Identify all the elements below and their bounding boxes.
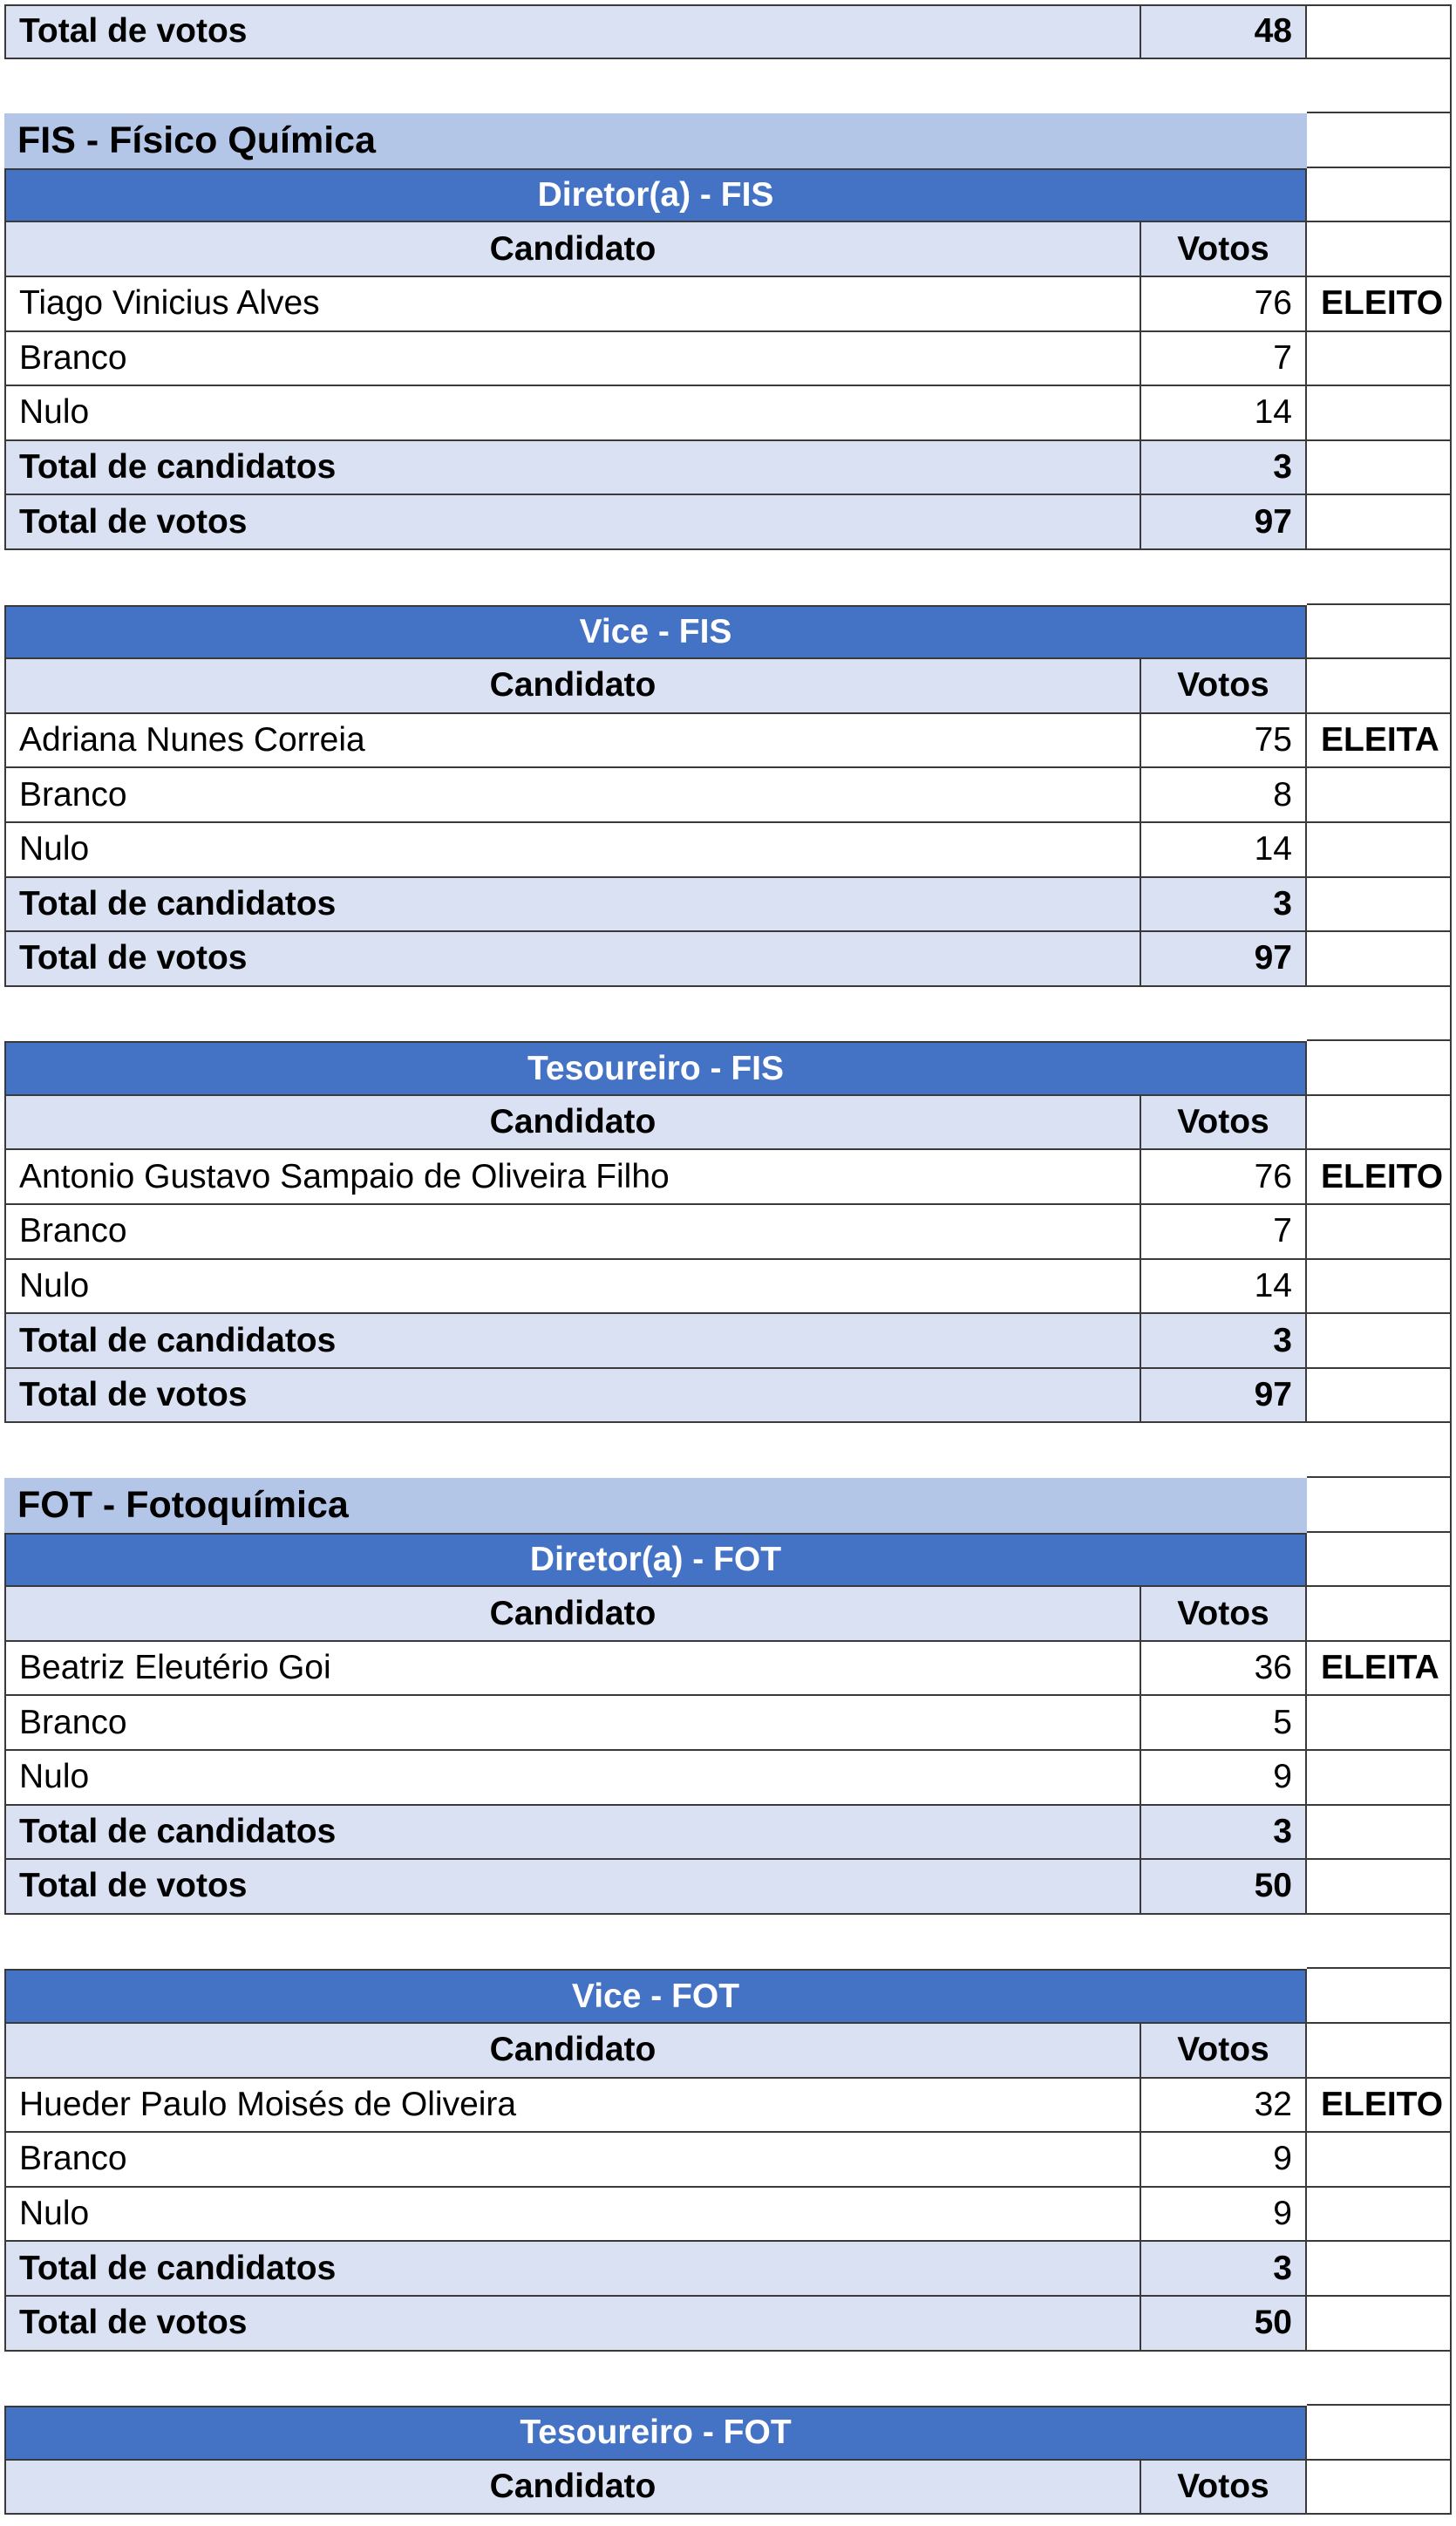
total-votes-row bbox=[4, 2297, 1452, 2352]
total-votes-value: 50 bbox=[1141, 2297, 1307, 2352]
column-header-candidate: Candidato bbox=[4, 1096, 1141, 1151]
result-cell bbox=[1307, 1369, 1452, 1424]
candidate-name: Branco bbox=[4, 2133, 1141, 2188]
result-badge bbox=[1307, 2133, 1452, 2188]
candidate-votes: 8 bbox=[1141, 768, 1307, 823]
candidate-name: Antonio Gustavo Sampaio de Oliveira Filho bbox=[4, 1150, 1141, 1205]
column-header-votes: Votos bbox=[1141, 1587, 1307, 1642]
total-votes-label: Total de votos bbox=[4, 4, 1141, 59]
column-header-candidate: Candidato bbox=[4, 2461, 1141, 2516]
total-candidates-value: 3 bbox=[1141, 441, 1307, 496]
spacer-row bbox=[4, 2352, 1452, 2407]
result-cell bbox=[1307, 878, 1452, 933]
total-votes-label: Total de votos bbox=[4, 1369, 1141, 1424]
column-header-candidate: Candidato bbox=[4, 2024, 1141, 2079]
result-cell bbox=[1307, 1096, 1452, 1151]
result-cell bbox=[1307, 1915, 1452, 1970]
candidate-name: Nulo bbox=[4, 1751, 1141, 1806]
total-votes-label: Total de votos bbox=[4, 495, 1141, 550]
total-candidates-label: Total de candidatos bbox=[4, 1314, 1141, 1369]
table-row bbox=[4, 714, 1452, 769]
total-candidates-row bbox=[4, 2242, 1452, 2297]
result-badge bbox=[1307, 332, 1452, 387]
table-row bbox=[4, 332, 1452, 387]
candidate-name: Branco bbox=[4, 768, 1141, 823]
result-badge bbox=[1307, 386, 1452, 441]
total-candidates-label: Total de candidatos bbox=[4, 441, 1141, 496]
column-header-candidate: Candidato bbox=[4, 222, 1141, 277]
table-title: Tesoureiro - FIS bbox=[4, 1041, 1307, 1096]
table-row bbox=[4, 1751, 1452, 1806]
table-title-row bbox=[4, 168, 1452, 223]
table-row bbox=[4, 1205, 1452, 1260]
table-title: Tesoureiro - FOT bbox=[4, 2406, 1307, 2461]
candidate-name: Branco bbox=[4, 332, 1141, 387]
result-badge bbox=[1307, 1751, 1452, 1806]
candidate-name: Tiago Vinicius Alves bbox=[4, 277, 1141, 332]
result-cell bbox=[1307, 168, 1452, 223]
column-header-row bbox=[4, 659, 1452, 714]
result-badge bbox=[1307, 823, 1452, 878]
result-badge bbox=[1307, 768, 1452, 823]
table-row bbox=[4, 823, 1452, 878]
total-votes-row bbox=[4, 495, 1452, 550]
result-cell bbox=[1307, 2297, 1452, 2352]
table-title-row bbox=[4, 1041, 1452, 1096]
column-header-votes: Votos bbox=[1141, 222, 1307, 277]
result-badge: ELEITO bbox=[1307, 1150, 1452, 1205]
candidate-name: Beatriz Eleutério Goi bbox=[4, 1642, 1141, 1697]
table-row bbox=[4, 386, 1452, 441]
column-header-votes: Votos bbox=[1141, 1096, 1307, 1151]
table-title: Diretor(a) - FIS bbox=[4, 168, 1307, 223]
total-votes-value: 97 bbox=[1141, 932, 1307, 987]
candidate-votes: 9 bbox=[1141, 2133, 1307, 2188]
column-header-row bbox=[4, 222, 1452, 277]
table-title: Vice - FIS bbox=[4, 605, 1307, 660]
total-votes-row bbox=[4, 932, 1452, 987]
total-candidates-row bbox=[4, 441, 1452, 496]
total-votes-value: 48 bbox=[1141, 4, 1307, 59]
result-cell bbox=[1307, 2242, 1452, 2297]
result-badge: ELEITO bbox=[1307, 2079, 1452, 2134]
candidate-name: Hueder Paulo Moisés de Oliveira bbox=[4, 2079, 1141, 2134]
column-header-votes: Votos bbox=[1141, 2024, 1307, 2079]
column-header-votes: Votos bbox=[1141, 659, 1307, 714]
spacer-row bbox=[4, 1915, 1452, 1970]
candidate-votes: 9 bbox=[1141, 1751, 1307, 1806]
result-cell bbox=[1307, 659, 1452, 714]
result-cell bbox=[1307, 495, 1452, 550]
result-cell bbox=[1307, 113, 1452, 168]
total-candidates-label: Total de candidatos bbox=[4, 1806, 1141, 1861]
total-candidates-value: 3 bbox=[1141, 1314, 1307, 1369]
total-votes-label: Total de votos bbox=[4, 1860, 1141, 1915]
candidate-votes: 7 bbox=[1141, 1205, 1307, 1260]
result-cell bbox=[1307, 2024, 1452, 2079]
result-badge: ELEITA bbox=[1307, 714, 1452, 769]
spreadsheet bbox=[4, 4, 1452, 2515]
total-candidates-label: Total de candidatos bbox=[4, 2242, 1141, 2297]
column-header-candidate: Candidato bbox=[4, 1587, 1141, 1642]
result-cell bbox=[1307, 222, 1452, 277]
result-badge: ELEITO bbox=[1307, 277, 1452, 332]
total-candidates-value: 3 bbox=[1141, 2242, 1307, 2297]
result-cell bbox=[1307, 2406, 1452, 2461]
table-row bbox=[4, 2133, 1452, 2188]
result-badge bbox=[1307, 2188, 1452, 2243]
result-badge bbox=[1307, 1696, 1452, 1751]
total-candidates-value: 3 bbox=[1141, 878, 1307, 933]
total-candidates-row bbox=[4, 1806, 1452, 1861]
table-row bbox=[4, 4, 1452, 59]
spacer-row bbox=[4, 550, 1452, 605]
table-row bbox=[4, 277, 1452, 332]
table-title-row bbox=[4, 1533, 1452, 1588]
result-badge: ELEITA bbox=[1307, 1642, 1452, 1697]
result-badge bbox=[1307, 1205, 1452, 1260]
result-cell bbox=[1307, 1533, 1452, 1588]
result-cell bbox=[1307, 1587, 1452, 1642]
candidate-votes: 76 bbox=[1141, 277, 1307, 332]
result-cell bbox=[1307, 1860, 1452, 1915]
candidate-votes: 32 bbox=[1141, 2079, 1307, 2134]
total-candidates-row bbox=[4, 878, 1452, 933]
total-votes-value: 50 bbox=[1141, 1860, 1307, 1915]
candidate-name: Nulo bbox=[4, 1260, 1141, 1315]
table-row bbox=[4, 1150, 1452, 1205]
table-title-row bbox=[4, 2406, 1452, 2461]
candidate-name: Nulo bbox=[4, 2188, 1141, 2243]
column-header-votes: Votos bbox=[1141, 2461, 1307, 2516]
result-cell bbox=[1307, 987, 1452, 1042]
table-title: Vice - FOT bbox=[4, 1969, 1307, 2024]
total-votes-value: 97 bbox=[1141, 1369, 1307, 1424]
candidate-votes: 36 bbox=[1141, 1642, 1307, 1697]
result-cell bbox=[1307, 1806, 1452, 1861]
candidate-name: Branco bbox=[4, 1696, 1141, 1751]
column-header-candidate: Candidato bbox=[4, 659, 1141, 714]
table-title-row bbox=[4, 1969, 1452, 2024]
spacer-row bbox=[4, 987, 1452, 1042]
total-votes-row bbox=[4, 1860, 1452, 1915]
result-cell bbox=[1307, 1423, 1452, 1478]
candidate-name: Adriana Nunes Correia bbox=[4, 714, 1141, 769]
total-candidates-row bbox=[4, 1314, 1452, 1369]
total-votes-row bbox=[4, 1369, 1452, 1424]
candidate-votes: 14 bbox=[1141, 823, 1307, 878]
table-row bbox=[4, 2079, 1452, 2134]
section-row bbox=[4, 113, 1452, 168]
unit-title: FOT - Fotoquímica bbox=[4, 1478, 1307, 1533]
candidate-votes: 5 bbox=[1141, 1696, 1307, 1751]
column-header-row bbox=[4, 1096, 1452, 1151]
total-candidates-label: Total de candidatos bbox=[4, 878, 1141, 933]
result-cell bbox=[1307, 1969, 1452, 2024]
column-header-row bbox=[4, 1587, 1452, 1642]
result-badge bbox=[1307, 1260, 1452, 1315]
result-cell bbox=[1307, 605, 1452, 660]
table-row bbox=[4, 1696, 1452, 1751]
result-cell bbox=[1307, 2461, 1452, 2516]
spacer-row bbox=[4, 1423, 1452, 1478]
total-votes-label: Total de votos bbox=[4, 932, 1141, 987]
candidate-name: Nulo bbox=[4, 823, 1141, 878]
candidate-votes: 14 bbox=[1141, 1260, 1307, 1315]
column-header-row bbox=[4, 2461, 1452, 2516]
table-row bbox=[4, 1260, 1452, 1315]
table-row bbox=[4, 768, 1452, 823]
candidate-name: Nulo bbox=[4, 386, 1141, 441]
table-row bbox=[4, 1642, 1452, 1697]
total-votes-value: 97 bbox=[1141, 495, 1307, 550]
column-header-row bbox=[4, 2024, 1452, 2079]
total-votes-label: Total de votos bbox=[4, 2297, 1141, 2352]
result-cell bbox=[1307, 1478, 1452, 1533]
section-row bbox=[4, 1478, 1452, 1533]
candidate-votes: 14 bbox=[1141, 386, 1307, 441]
table-title: Diretor(a) - FOT bbox=[4, 1533, 1307, 1588]
candidate-votes: 7 bbox=[1141, 332, 1307, 387]
result-cell bbox=[1307, 1314, 1452, 1369]
spacer-row bbox=[4, 59, 1452, 114]
table-row bbox=[4, 2188, 1452, 2243]
result-cell bbox=[1307, 1041, 1452, 1096]
candidate-votes: 75 bbox=[1141, 714, 1307, 769]
candidate-name: Branco bbox=[4, 1205, 1141, 1260]
total-candidates-value: 3 bbox=[1141, 1806, 1307, 1861]
result-cell bbox=[1307, 59, 1452, 114]
result-cell bbox=[1307, 550, 1452, 605]
table-title-row bbox=[4, 605, 1452, 660]
result-cell bbox=[1307, 2352, 1452, 2407]
result-cell bbox=[1307, 4, 1452, 59]
candidate-votes: 9 bbox=[1141, 2188, 1307, 2243]
unit-title: FIS - Físico Química bbox=[4, 113, 1307, 168]
candidate-votes: 76 bbox=[1141, 1150, 1307, 1205]
result-cell bbox=[1307, 932, 1452, 987]
result-cell bbox=[1307, 441, 1452, 496]
